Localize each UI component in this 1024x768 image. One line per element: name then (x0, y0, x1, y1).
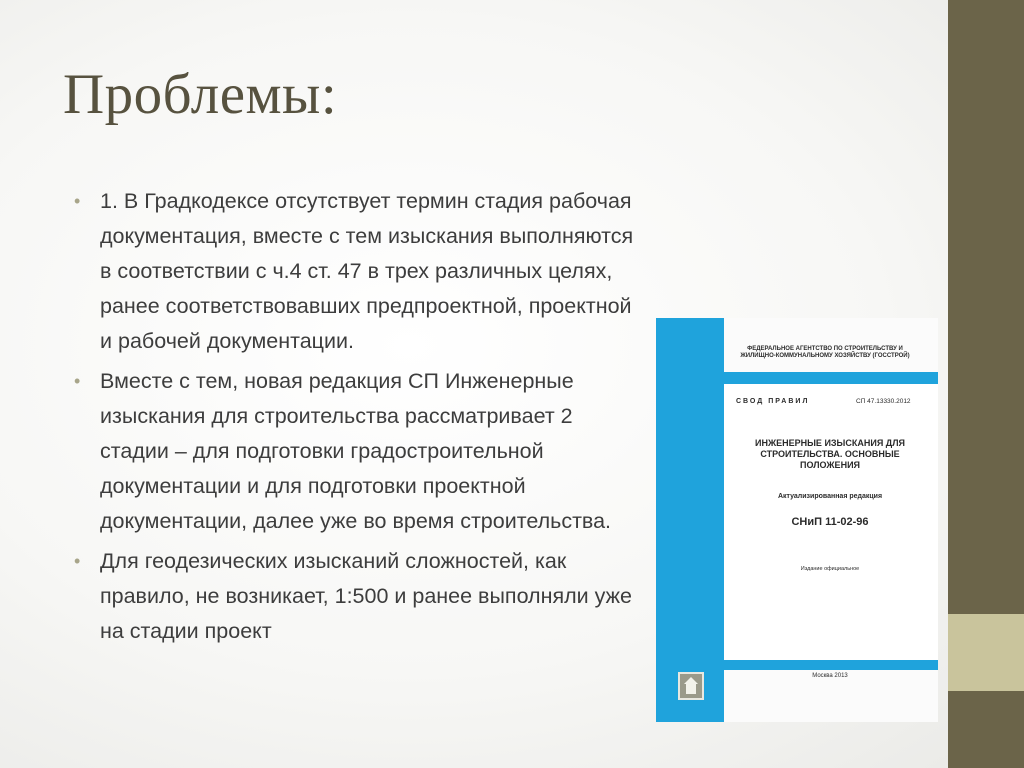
bullet-dot-icon: • (74, 371, 81, 391)
cover-edition: Актуализированная редакция (777, 493, 883, 500)
bullet-item (74, 184, 640, 359)
cover-heading: ИНЖЕНЕРНЫЕ ИЗЫСКАНИЯ ДЛЯ СТРОИТЕЛЬСТВА. ОСНОВНЫЕ ПОЛОЖЕНИЯ (755, 438, 905, 470)
cover-band-bottom (656, 660, 938, 670)
bullet-dot-icon: • (74, 191, 81, 211)
cover-city: Москва 2013 (812, 673, 848, 679)
slide-title: Проблемы: (63, 63, 338, 126)
bullet-item (74, 544, 640, 649)
cover-code: СП 47.13330.2012 (856, 398, 911, 405)
bullet-text: 1. В Градкодексе отсутствует термин стадия рабочая документация, вместе с тем изыскания выполняются в соответствии с ч.4 ст. 47 в трех различных целях, ранее соответствовавших предпроектной, проектной и рабочей документации. (100, 189, 634, 353)
side-decoration-accent (948, 614, 1024, 691)
bullet-dot-icon: • (74, 551, 81, 571)
cover-official: Издание официальное (800, 566, 860, 572)
house-logo-icon (678, 672, 704, 700)
cover-snip: СНиП 11-02-96 (791, 516, 869, 528)
cover-agency: ФЕДЕРАЛЬНОЕ АГЕНТСТВО ПО СТРОИТЕЛЬСТВУ И ЖИЛИЩНО-КОММУНАЛЬНОМУ ХОЗЯЙСТВУ (ГОССТРОЙ) (740, 346, 910, 359)
bullet-list (74, 184, 640, 654)
bullet-text: Для геодезических изысканий сложностей, как правило, не возникает, 1:500 и ранее выполняли уже на стадии проект (100, 549, 632, 643)
bullet-text: Вместе с тем, новая редакция СП Инженерные изыскания для строительства рассматривает 2 стадии – для подготовки градостроительной документации и для подготовки проектной документации, далее уже во время строительства. (100, 369, 612, 533)
cover-band-top (656, 372, 938, 384)
cover-series: СВОД ПРАВИЛ (736, 398, 810, 405)
bullet-item (74, 364, 640, 539)
side-decoration-bar (948, 0, 1024, 768)
book-cover-image (656, 318, 938, 722)
